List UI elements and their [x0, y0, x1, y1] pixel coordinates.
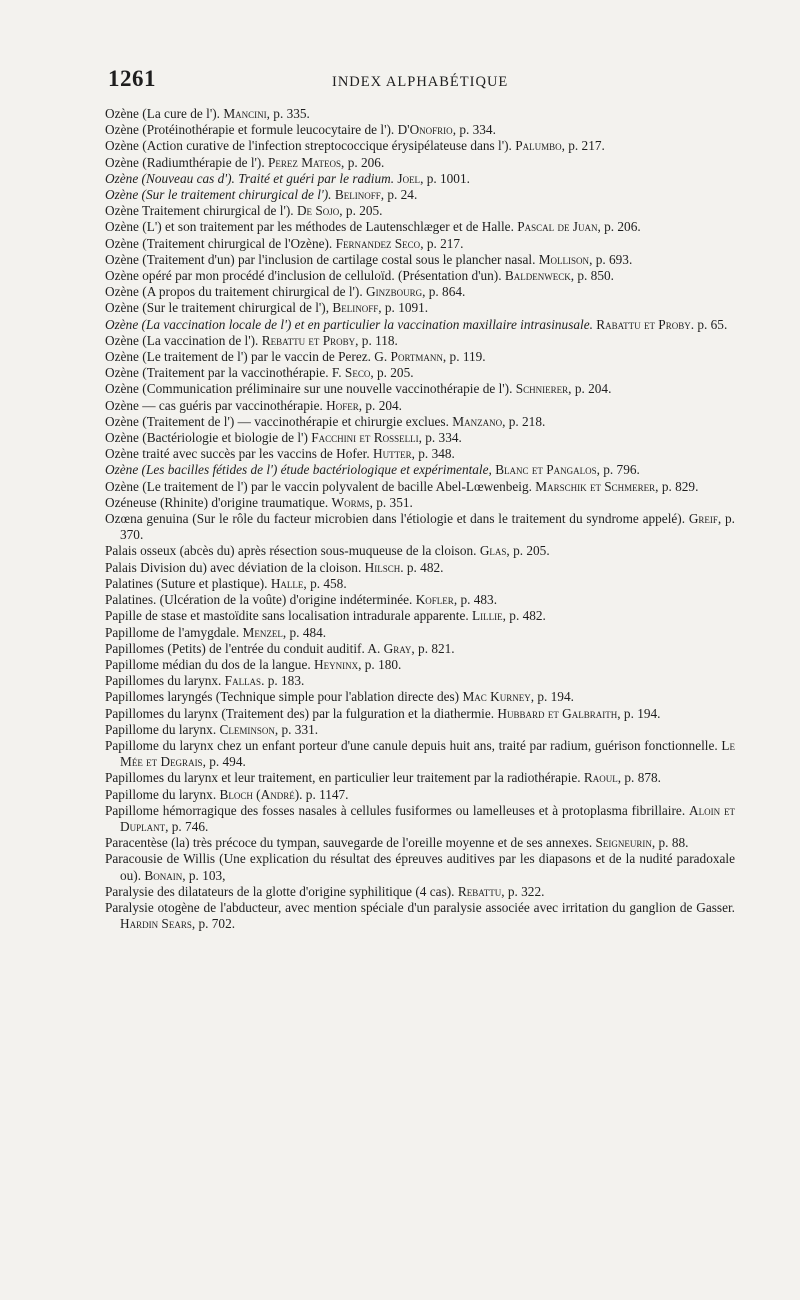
entry-page-ref: , p. 204.	[568, 381, 612, 397]
entry-authors: Hutter	[373, 446, 412, 462]
index-entry	[105, 706, 735, 722]
entry-page-ref: , p. 702.	[191, 916, 236, 932]
entry-page-ref: , p. 829.	[655, 478, 699, 494]
index-entry	[105, 349, 735, 365]
entry-page-ref: , p. 850.	[570, 268, 614, 284]
entry-page-ref: , p. 218.	[502, 413, 546, 429]
entry-subject: Papillome du larynx.	[105, 721, 220, 737]
entry-authors: Kofler	[415, 592, 454, 608]
index-entry	[105, 560, 735, 576]
entry-authors: Lillie	[472, 608, 503, 624]
entry-page-ref: , p. 796.	[596, 462, 640, 478]
entry-authors: Hubbard et Galbraith	[497, 705, 618, 721]
index-entry	[105, 787, 735, 803]
entry-subject: Ozène opéré par mon procédé d'inclusion de celluloïd. (Présentation d'un).	[105, 268, 505, 284]
entry-subject: Ozène (La vaccination locale de l') et en particulier la vaccination maxillaire intrasinusale.	[105, 316, 597, 332]
entry-subject: Palais Division du) avec déviation de la cloison.	[105, 559, 365, 575]
entry-subject: Ozène (Traitement par la vaccinothérapie. F.	[105, 365, 345, 381]
entry-page-ref: , p. 322.	[501, 883, 545, 899]
index-entry	[105, 236, 735, 252]
entry-authors: Bloch (André)	[219, 786, 300, 802]
index-entry	[105, 414, 735, 430]
index-entries	[105, 106, 735, 932]
entry-page-ref: , p. 878.	[617, 770, 661, 786]
entry-subject: Paracentèse (la) très précoce du tympan, sauvegarde de l'oreille moyenne et de ses annexes.	[105, 835, 596, 851]
index-entry	[105, 138, 735, 154]
entry-page-ref: , p. 483.	[453, 592, 498, 608]
index-entry	[105, 187, 735, 203]
index-entry	[105, 203, 735, 219]
entry-authors: Palumbo	[515, 138, 562, 154]
entry-page-ref: , p. 118.	[355, 332, 398, 348]
index-entry	[105, 673, 735, 689]
entry-authors: De Sojo	[296, 203, 340, 219]
index-entry	[105, 608, 735, 624]
entry-page-ref: , p. 217.	[561, 138, 605, 154]
entry-page-ref: , p. 864.	[422, 284, 466, 300]
entry-subject: Ozène (Action curative de l'infection streptococcique érysipélateuse dans l').	[105, 138, 516, 154]
entry-authors: Blanc et Pangalos	[495, 462, 597, 478]
entry-authors: Mac Kurney	[462, 689, 531, 705]
entry-authors: Halle	[270, 575, 304, 591]
entry-page-ref: , p. 119.	[442, 349, 486, 365]
entry-authors: Fernandez Seco	[335, 235, 421, 251]
entry-page-ref: , p. 217.	[420, 235, 464, 251]
entry-subject: Ozène (Les bacilles fétides de l') étude bactériologique et expérimentale,	[105, 462, 496, 478]
entry-authors: Belinoff	[332, 300, 379, 316]
index-entry	[105, 592, 735, 608]
index-entry	[105, 300, 735, 316]
entry-subject: Ozène traité avec succès par les vaccins de Hofer.	[105, 446, 374, 462]
entry-page-ref: , p. 348.	[411, 446, 455, 462]
entry-authors: Heyninx	[314, 656, 359, 672]
entry-subject: Ozène (Radiumthérapie de l').	[105, 154, 268, 170]
entry-page-ref: , p. 334.	[452, 122, 496, 138]
entry-authors: Rebattu et Proby	[261, 332, 356, 348]
index-entry	[105, 884, 735, 900]
entry-subject: Ozène (A propos du traitement chirurgical de l').	[105, 284, 366, 300]
entry-authors: Marschik et Schmerer	[535, 478, 656, 494]
entry-subject: Ozéneuse (Rhinite) d'origine traumatique.	[105, 494, 332, 510]
entry-subject: Palatines. (Ulcération de la voûte) d'origine indéterminée.	[105, 592, 416, 608]
entry-subject: Ozène (Sur le traitement chirurgical de l'),	[105, 300, 333, 316]
entry-page-ref: , p. 24.	[380, 187, 418, 203]
running-title: INDEX ALPHABÉTIQUE	[332, 74, 509, 90]
entry-page-ref: , p. 206.	[597, 219, 641, 235]
entry-page-ref: , p. 370.	[120, 511, 735, 543]
entry-subject: Ozène (Sur le traitement chirurgical de l').	[105, 187, 335, 203]
entry-subject: Ozène (Traitement d'un) par l'inclusion de cartilage costal sous le plancher nasal.	[105, 251, 539, 267]
entry-subject: Ozène (Communication préliminaire sur une nouvelle vaccinothérapie de l').	[105, 381, 516, 397]
entry-authors: Schnierer	[515, 381, 569, 397]
page-number: 1261	[108, 66, 156, 91]
index-entry	[105, 268, 735, 284]
entry-authors: Baldenweck	[504, 268, 571, 284]
entry-authors: Greif	[688, 511, 718, 527]
entry-authors: Cleminson	[219, 721, 275, 737]
entry-subject: Papillomes du larynx.	[105, 673, 225, 689]
entry-page-ref: , p. 88.	[651, 835, 689, 851]
entry-page-ref: , p. 746.	[165, 818, 209, 834]
entry-page-ref: , p. 206.	[341, 154, 385, 170]
entry-authors: Worms	[331, 494, 370, 510]
entry-subject: Ozœna genuina (Sur le rôle du facteur microbien dans l'étiologie et dans le traitement du syndrome appelé).	[105, 511, 689, 527]
index-entry	[105, 252, 735, 268]
entry-subject: Ozène (La vaccination de l').	[105, 332, 262, 348]
index-entry	[105, 803, 735, 835]
index-entry	[105, 122, 735, 138]
index-entry	[105, 576, 735, 592]
index-entry	[105, 511, 735, 543]
entry-authors: Le Mée et Degrais	[120, 737, 735, 770]
entry-page-ref: , p. 205.	[339, 203, 383, 219]
entry-page-ref: , p. 1091.	[378, 300, 429, 316]
entry-authors: Perez Mateos	[268, 154, 342, 170]
entry-subject: Ozène (Le traitement de l') par le vaccin polyvalent de bacille Abel-Lœwenbeig.	[105, 478, 536, 494]
index-entry	[105, 398, 735, 414]
entry-subject: Papillome médian du dos de la langue.	[105, 656, 315, 672]
entry-subject: Papillome hémorragique des fosses nasales à cellules fusiformes ou lamelleuses et à protoplasma fibrillaire.	[105, 802, 690, 818]
index-entry	[105, 657, 735, 673]
entry-subject: Ozène (Nouveau cas d'). Traité et guéri par le radium.	[105, 170, 398, 186]
entry-subject: Ozène (Protéinothérapie et formule leucocytaire de l').	[105, 122, 398, 138]
entry-authors: Hilsch	[364, 559, 401, 575]
index-entry	[105, 851, 735, 883]
entry-page-ref: , p. 458.	[303, 575, 347, 591]
index-entry	[105, 900, 735, 932]
index-entry	[105, 365, 735, 381]
index-entry	[105, 479, 735, 495]
index-entry	[105, 446, 735, 462]
index-entry	[105, 835, 735, 851]
entry-subject: Papille de stase et mastoïdite sans localisation intradurale apparente.	[105, 608, 473, 624]
entry-page-ref: , p. 194.	[530, 689, 574, 705]
entry-authors: Hofer	[326, 397, 359, 413]
entry-subject: Papillomes du larynx et leur traitement, en particulier leur traitement par la radiothérapie.	[105, 770, 584, 786]
entry-subject: Ozène (Le traitement de l') par le vaccin de Perez. G.	[105, 349, 391, 365]
entry-authors: Facchini et Rosselli	[311, 430, 419, 446]
entry-page-ref: . p. 65.	[690, 316, 728, 332]
index-entry	[105, 462, 735, 478]
index-entry	[105, 689, 735, 705]
index-entry	[105, 543, 735, 559]
index-entry	[105, 106, 735, 122]
entry-authors: Glas	[479, 543, 507, 559]
entry-page-ref: , p. 334.	[418, 430, 462, 446]
entry-authors: Joel	[397, 170, 421, 186]
index-entry	[105, 317, 735, 333]
entry-page-ref: , p. 205.	[370, 365, 414, 381]
index-entry	[105, 284, 735, 300]
entry-authors: Bonain	[144, 867, 183, 883]
entry-subject: Ozène Traitement chirurgical de l').	[105, 203, 297, 219]
index-entry	[105, 722, 735, 738]
index-entry	[105, 171, 735, 187]
entry-page-ref: , p. 351.	[369, 494, 413, 510]
entry-authors: Rabattu et Proby	[596, 316, 691, 332]
entry-authors: Fallas	[224, 673, 262, 689]
entry-page-ref: , p. 194.	[617, 705, 661, 721]
entry-page-ref: , p. 205.	[506, 543, 550, 559]
entry-subject: Ozène (Traitement de l') — vaccinothérapie et chirurgie exclues.	[105, 413, 453, 429]
index-entry	[105, 625, 735, 641]
entry-page-ref: , p. 494.	[202, 754, 246, 770]
entry-page-ref: . p. 1147.	[299, 786, 349, 802]
entry-subject: Ozène (L') et son traitement par les méthodes de Lautenschlæger et de Halle.	[105, 219, 518, 235]
index-entry	[105, 641, 735, 657]
entry-page-ref: , p. 331.	[274, 721, 319, 737]
entry-authors: Menzel	[242, 624, 283, 640]
entry-authors: Hardin Sears	[120, 916, 192, 932]
entry-authors: Aloin et Duplant	[120, 802, 735, 834]
entry-subject: Papillome du larynx.	[105, 786, 220, 802]
index-entry	[105, 770, 735, 786]
entry-authors: Belinoff	[334, 187, 381, 203]
entry-subject: Papillomes laryngés (Technique simple pour l'ablation directe des)	[105, 689, 463, 705]
entry-subject: Paralysie des dilatateurs de la glotte d'origine syphilitique (4 cas).	[105, 883, 458, 899]
entry-authors: Portmann	[390, 349, 443, 365]
entry-subject: Papillomes du larynx (Traitement des) par la fulguration et la diathermie.	[105, 705, 498, 721]
entry-page-ref: , p. 204.	[358, 397, 402, 413]
entry-authors: Rebattu	[457, 883, 502, 899]
entry-authors: D'Onofrio	[397, 122, 453, 138]
entry-page-ref: , p. 484.	[282, 624, 327, 640]
entry-subject: Ozène (Traitement chirurgical de l'Ozène).	[105, 235, 336, 251]
entry-authors: Pascal de Juan	[517, 219, 598, 235]
entry-authors: Seigneurin	[595, 835, 652, 851]
entry-page-ref: . p. 183.	[261, 673, 305, 689]
index-entry	[105, 333, 735, 349]
entry-subject: Palatines (Suture et plastique).	[105, 575, 271, 591]
entry-page-ref: , p. 1001.	[420, 170, 470, 186]
entry-subject: Papillome du larynx chez un enfant porteur d'une canule depuis huit ans, traité par radium, guérison fonctionnelle.	[105, 737, 722, 753]
entry-page-ref: , p. 821.	[411, 640, 455, 656]
entry-subject: Palais osseux (abcès du) après résection sous-muqueuse de la cloison.	[105, 543, 480, 559]
entry-authors: Mancini	[223, 106, 267, 121]
index-entry	[105, 155, 735, 171]
entry-authors: Seco	[344, 365, 371, 381]
entry-authors: Ginzbourg	[365, 284, 423, 300]
index-entry	[105, 430, 735, 446]
entry-authors: Manzano	[452, 413, 503, 429]
entry-page-ref: , p. 693.	[589, 251, 633, 267]
index-entry	[105, 738, 735, 770]
entry-subject: Paracousie de Willis (Une explication du résultat des épreuves auditives par les diapasons et de la nudité paradoxale ou).	[105, 851, 735, 883]
entry-authors: Gray	[383, 640, 412, 656]
entry-page-ref: , p. 482.	[502, 608, 546, 624]
entry-page-ref: , p. 180.	[358, 656, 402, 672]
entry-page-ref: . p. 482.	[400, 559, 444, 575]
index-entry	[105, 495, 735, 511]
entry-page-ref: , p. 335.	[266, 106, 310, 121]
entry-subject: Paralysie otogène de l'abducteur, avec mention spéciale d'un paralysie associée avec irritation du ganglion de Gasser.	[105, 899, 735, 915]
entry-page-ref: , p. 103,	[182, 867, 226, 883]
entry-subject: Ozène (Bactériologie et biologie de l')	[105, 430, 312, 446]
entry-subject: Ozène — cas guéris par vaccinothérapie.	[105, 397, 327, 413]
index-entry	[105, 219, 735, 235]
entry-subject: Ozène (La cure de l').	[105, 106, 224, 121]
entry-authors: Raoul	[583, 770, 618, 786]
index-entry	[105, 381, 735, 397]
entry-subject: Papillomes (Petits) de l'entrée du conduit auditif. A.	[105, 640, 384, 656]
entry-subject: Papillome de l'amygdale.	[105, 624, 243, 640]
entry-authors: Mollison	[538, 251, 590, 267]
